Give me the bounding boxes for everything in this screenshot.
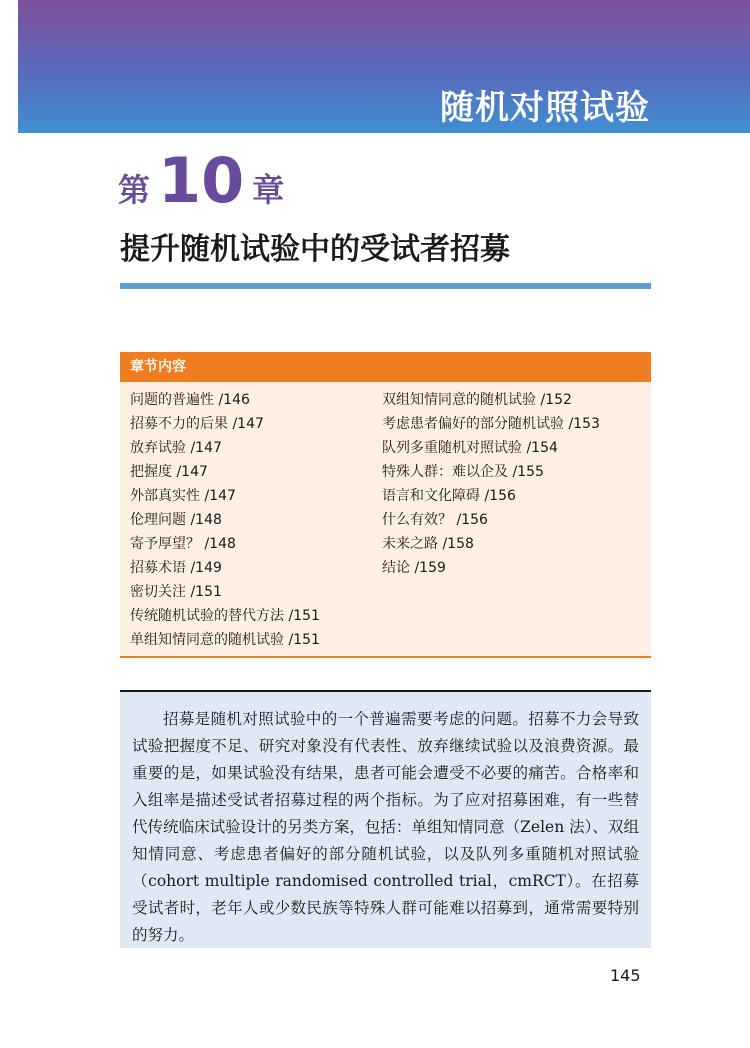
toc-item: 语言和文化障碍 /156 xyxy=(382,488,516,504)
toc-right-column xyxy=(382,388,600,580)
toc-item: 伦理问题 /148 xyxy=(130,512,222,528)
title-divider xyxy=(120,283,651,289)
chapter-title: 提升随机试验中的受试者招募 xyxy=(120,232,510,267)
toc-item: 单组知情同意的随机试验 /151 xyxy=(130,632,320,648)
toc-item: 双组知情同意的随机试验 /152 xyxy=(382,392,572,408)
toc-item: 把握度 /147 xyxy=(130,464,208,480)
toc-item: 密切关注 /151 xyxy=(130,584,222,600)
chapter-suffix: 章 xyxy=(252,171,285,209)
toc-item: 招募不力的后果 /147 xyxy=(130,416,264,432)
toc-item: 结论 /159 xyxy=(382,560,446,576)
running-header-title: 随机对照试验 xyxy=(440,88,650,128)
toc-item: 什么有效？ /156 xyxy=(382,512,488,528)
toc-heading: 章节内容 xyxy=(120,352,651,382)
chapter-number: 10 xyxy=(158,144,245,217)
toc-item: 传统随机试验的替代方法 /151 xyxy=(130,608,320,624)
toc-bottom-divider xyxy=(120,656,651,658)
header-band xyxy=(18,0,750,133)
toc-item: 寄予厚望？ /148 xyxy=(130,536,236,552)
toc-item: 问题的普遍性 /146 xyxy=(130,392,250,408)
toc-item: 招募术语 /149 xyxy=(130,560,222,576)
page-number: 145 xyxy=(610,966,641,985)
chapter-label xyxy=(118,144,285,217)
chapter-summary-text: 招募是随机对照试验中的一个普遍需要考虑的问题。招募不力会导致试验把握度不足、研究对象没有代表性、放弃继续试验以及浪费资源。最重要的是，如果试验没有结果，患者可能会遭受不必要的痛苦。合格率和入组率是描述受试者招募过程的两个指标。为了应对招募困难，有一些替代传统临床试验设计的另类方案，包括：单组知情同意（Zelen 法）、双组知情同意、考虑患者偏好的部分随机试验，以及队列多重随机对照试验（cohort multiple randomised controlled trial，cmRCT）。在招募受试者时，老年人或少数民族等特殊人群可能难以招募到，通常需要特别的努力。 xyxy=(132,710,639,944)
chapter-summary-box xyxy=(120,692,651,948)
chapter-contents-box xyxy=(120,352,651,657)
toc-item: 考虑患者偏好的部分随机试验 /153 xyxy=(382,416,600,432)
toc-item: 放弃试验 /147 xyxy=(130,440,222,456)
toc-item: 特殊人群：难以企及 /155 xyxy=(382,464,544,480)
toc-item: 队列多重随机对照试验 /154 xyxy=(382,440,558,456)
toc-left-column xyxy=(130,388,320,652)
chapter-prefix: 第 xyxy=(118,171,151,209)
toc-item: 未来之路 /158 xyxy=(382,536,474,552)
toc-item: 外部真实性 /147 xyxy=(130,488,236,504)
